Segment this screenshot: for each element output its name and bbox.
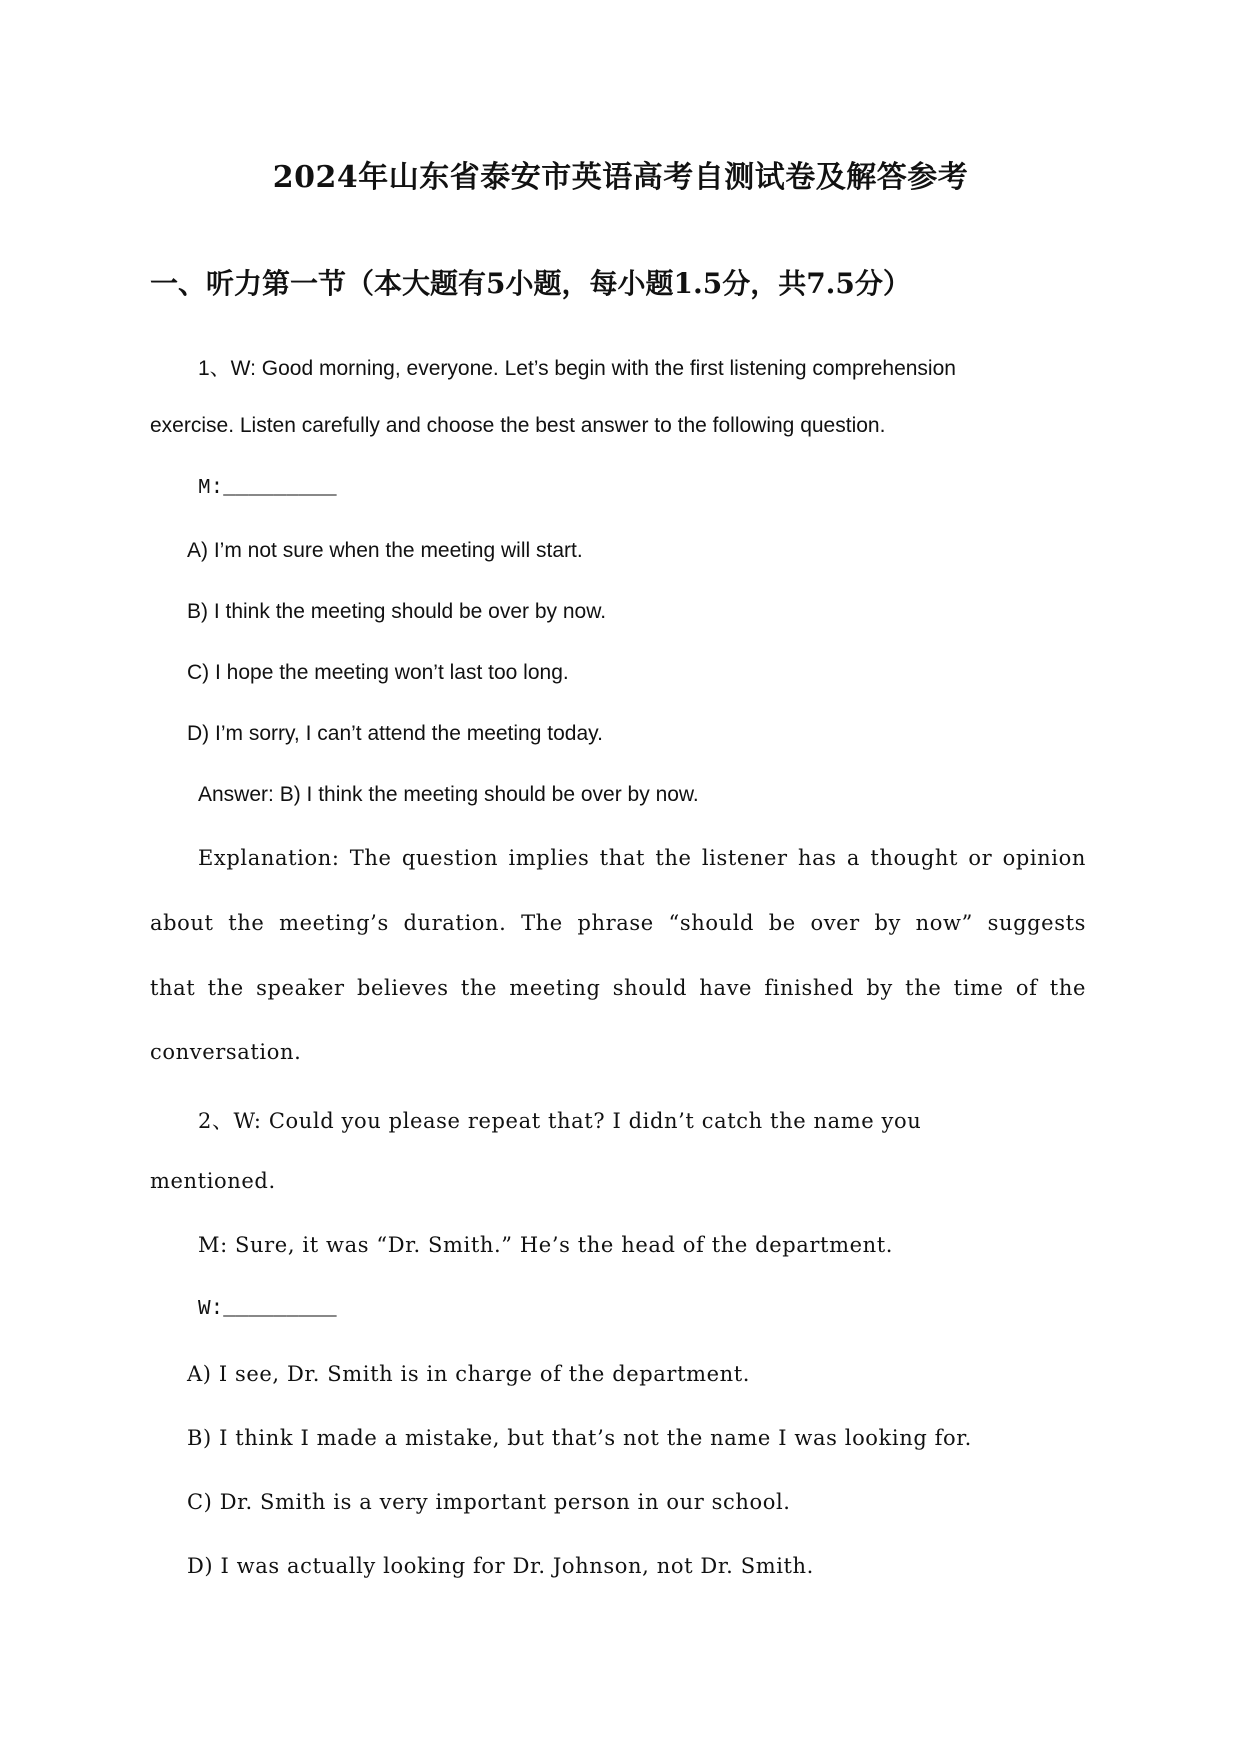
q1-option-c: C) I hope the meeting won’t last too long. [187,661,569,684]
q1-explanation-line-1: Explanation: The question implies that the listener has a thought or opinion [198,846,1086,870]
q1-prompt-line-1: 1、W: Good morning, everyone. Let’s begin with the first listening comprehension [198,357,956,380]
q2-option-d: D) I was actually looking for Dr. Johnson, not Dr. Smith. [187,1554,814,1578]
q2-prompt-line-1: 2、W: Could you please repeat that? I didn’t catch the name you [198,1109,922,1133]
q2-option-c: C) Dr. Smith is a very important person in our school. [187,1490,791,1514]
q2-option-a: A) I see, Dr. Smith is in charge of the department. [187,1362,751,1386]
document-title: 2024年山东省泰安市英语高考自测试卷及解答参考 [272,160,969,195]
q1-explanation-line-2: about the meeting’s duration. The phrase “should be over by now” suggests [150,911,1086,935]
section-heading: 一、听力第一节（本大题有5小题，每小题1.5分，共7.5分） [150,267,911,300]
q1-prompt-line-2: exercise. Listen carefully and choose the best answer to the following question. [150,414,886,437]
q1-explanation-line-4: conversation. [150,1040,302,1064]
q1-option-a: A) I’m not sure when the meeting will start. [187,539,583,562]
q2-m-line: M: Sure, it was “Dr. Smith.” He’s the head of the department. [198,1233,894,1257]
q1-explanation-line-3: that the speaker believes the meeting should have finished by the time of the [150,976,1086,1000]
q2-answer-blank: W:_________ [198,1298,337,1321]
q1-option-d: D) I’m sorry, I can’t attend the meeting today. [187,722,603,745]
q2-prompt-line-2: mentioned. [150,1169,276,1193]
q1-answer-blank: M:_________ [198,477,337,500]
q1-option-b: B) I think the meeting should be over by now. [187,600,607,623]
q1-answer: Answer: B) I think the meeting should be over by now. [198,783,699,806]
q2-option-b: B) I think I made a mistake, but that’s not the name I was looking for. [187,1426,972,1450]
